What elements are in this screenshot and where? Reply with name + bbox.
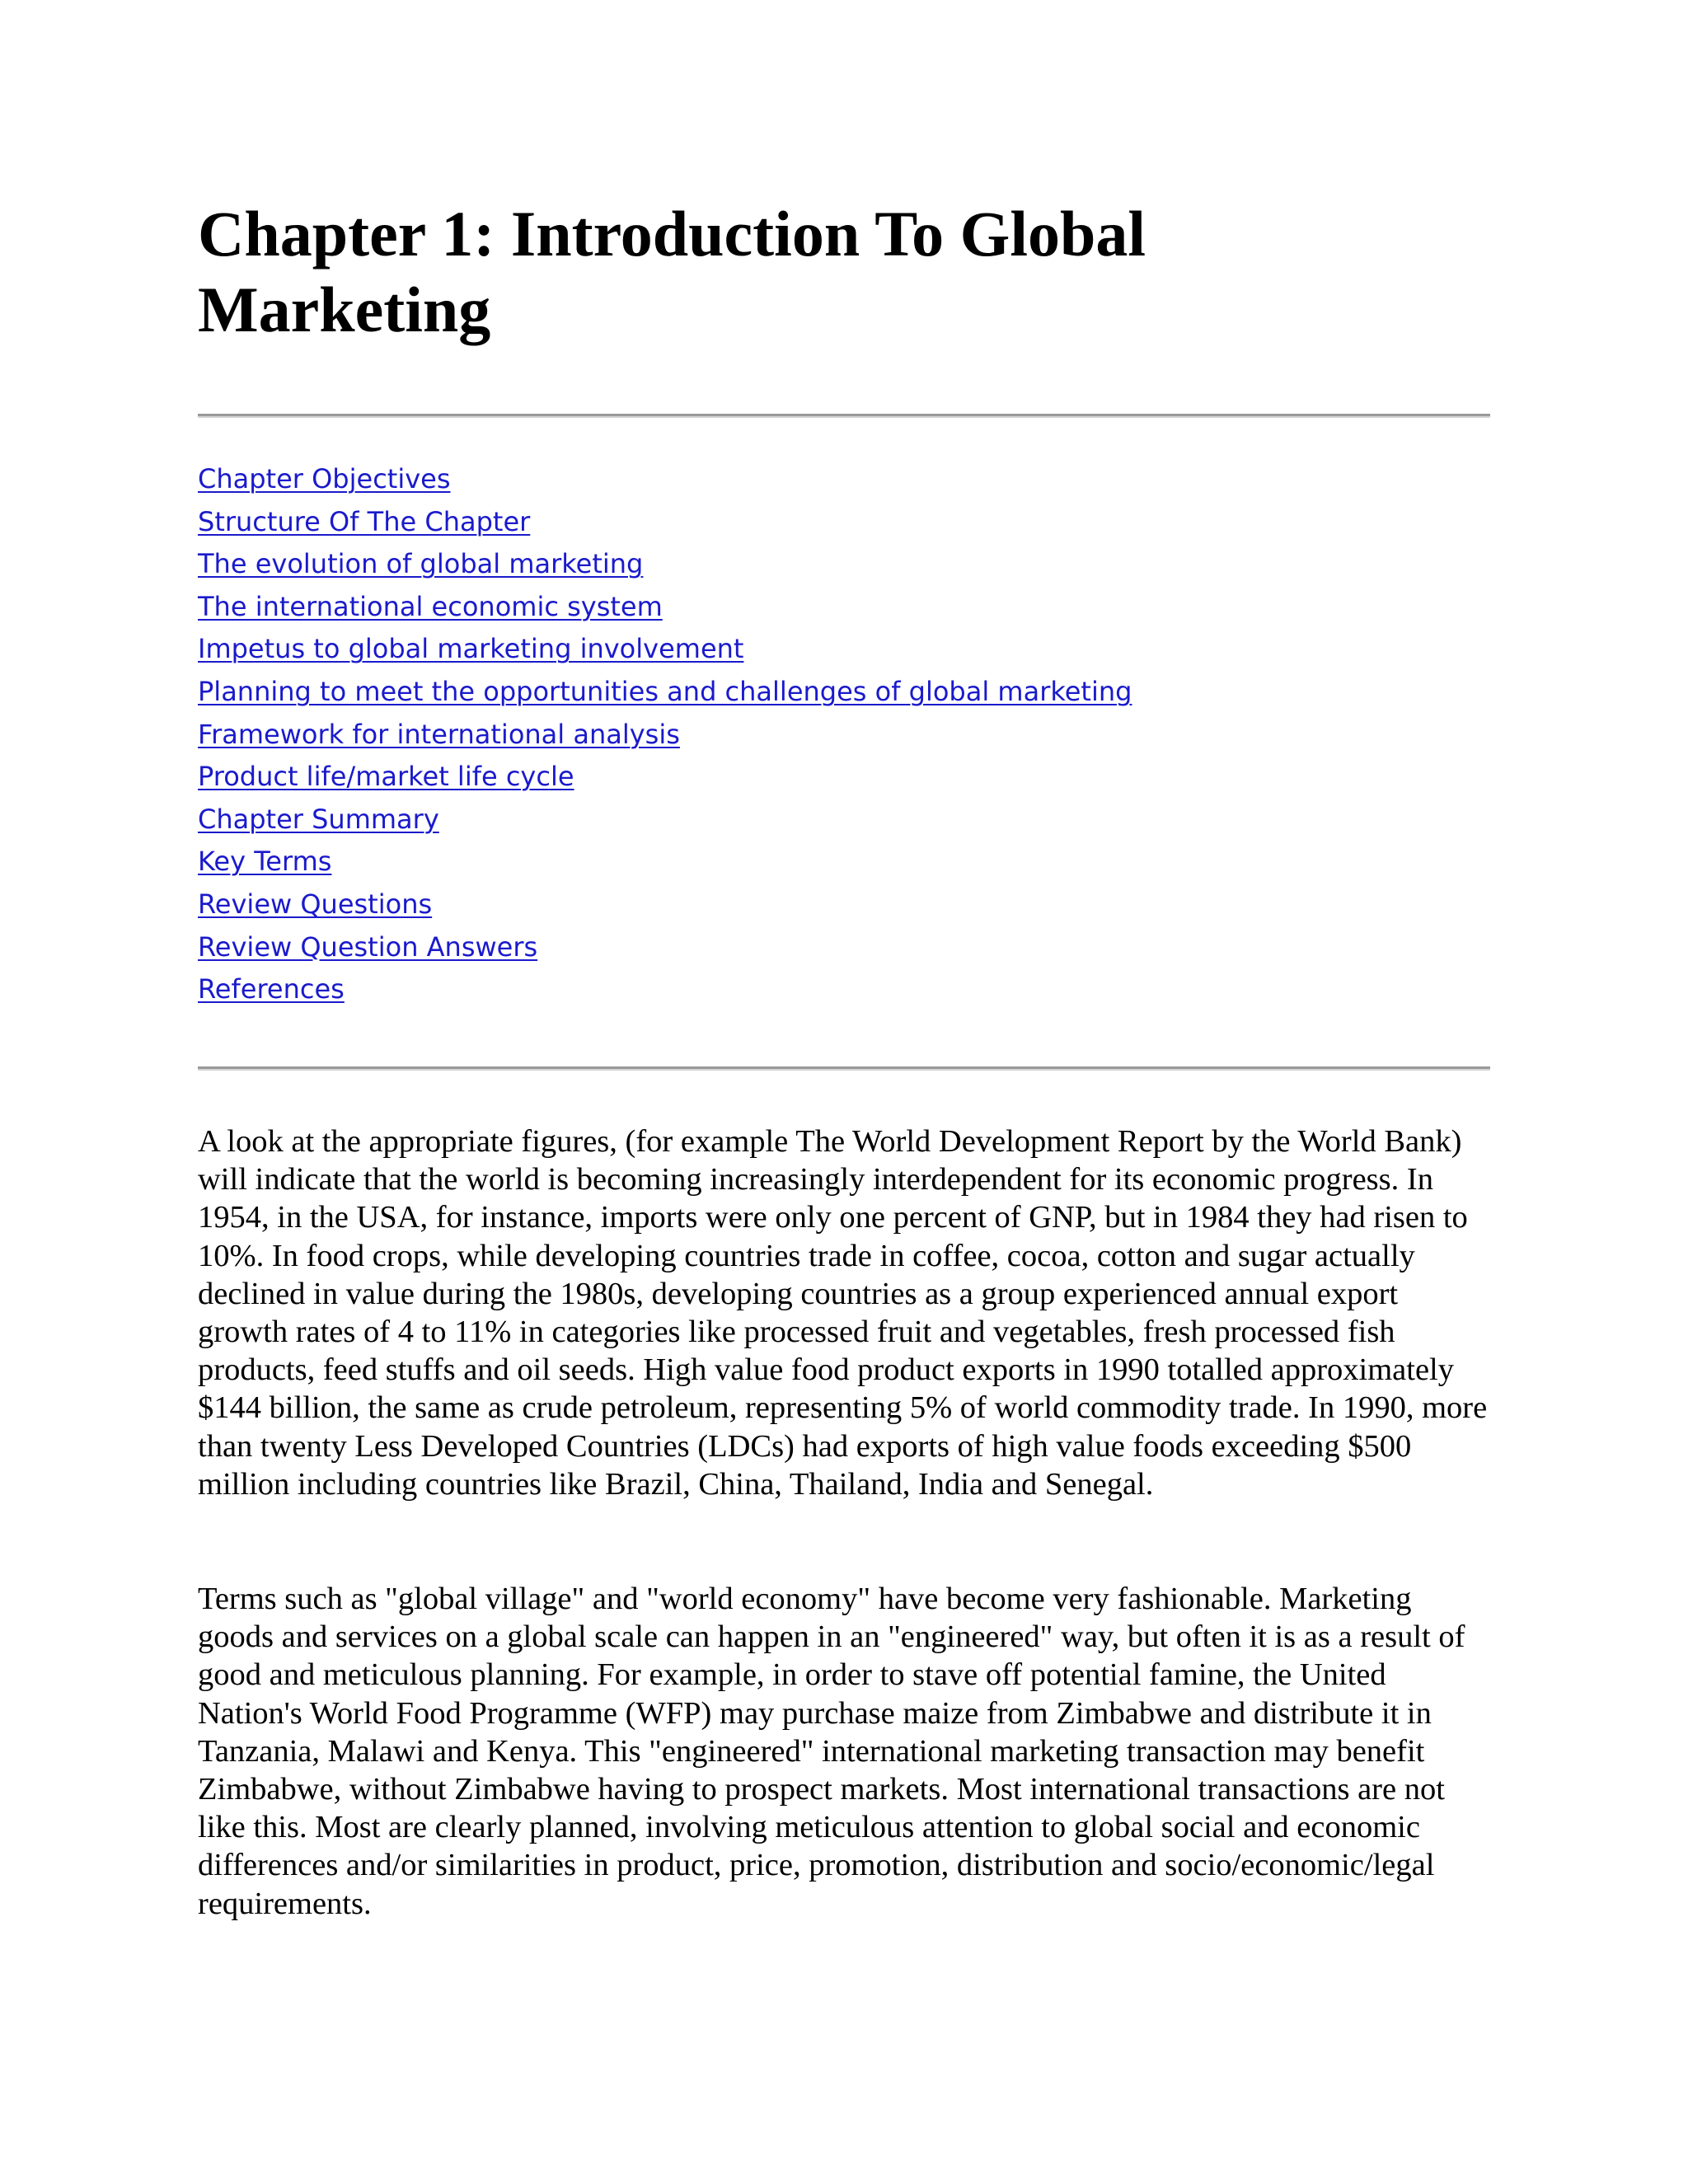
toc-item — [198, 968, 1132, 1011]
toc-link-review-question-answers[interactable]: Review Question Answers — [198, 930, 538, 963]
toc-item — [198, 799, 1132, 841]
toc-item — [198, 671, 1132, 714]
toc-item — [198, 883, 1132, 926]
toc-item — [198, 586, 1132, 629]
toc-item — [198, 458, 1132, 501]
toc-link-evolution-of-global-marketing[interactable]: The evolution of global marketing — [198, 548, 644, 580]
toc-item — [198, 543, 1132, 586]
toc-link-impetus-to-global-marketing[interactable]: Impetus to global marketing involvement — [198, 633, 744, 665]
toc-item — [198, 841, 1132, 883]
toc-link-key-terms[interactable]: Key Terms — [198, 846, 332, 878]
toc-link-structure-of-the-chapter[interactable]: Structure Of The Chapter — [198, 505, 531, 537]
toc-link-planning-opportunities-challenges[interactable]: Planning to meet the opportunities and challenges of global marketing — [198, 675, 1132, 707]
toc-link-chapter-summary[interactable]: Chapter Summary — [198, 803, 439, 835]
toc-link-framework-international-analysis[interactable]: Framework for international analysis — [198, 718, 680, 750]
toc-item — [198, 756, 1132, 799]
horizontal-rule — [198, 414, 1490, 418]
body-paragraph: A look at the appropriate figures, (for example The World Development Report by the World Bank) will indicate that the world is becoming increasingly interdependent for its economic progress. In 1954, in the USA, for instance, imports were only one percent of GNP, but in 1984 they had risen to 10%. In food crops, while developing countries trade in coffee, cocoa, cotton and sugar actually declined in value during the 1980s, developing countries as a group experienced annual export growth rates of 4 to 11% in categories like processed fruit and vegetables, fresh processed fish products, feed stuffs and oil seeds. High value food product exports in 1990 totalled approximately $144 billion, the same as crude petroleum, representing 5% of world commodity trade. In 1990, more than twenty Less Developed Countries (LDCs) had exports of high value foods exceeding $500 million including countries like Brazil, China, Thailand, India and Senegal. — [198, 1124, 1488, 1502]
toc-item — [198, 501, 1132, 544]
toc-link-international-economic-system[interactable]: The international economic system — [198, 590, 663, 622]
toc-item — [198, 926, 1132, 969]
body-paragraph: Terms such as "global village" and "world economy" have become very fashionable. Marketing goods and services on a global scale can happen in an "engineered" way, but often it is as a result of good and meticulous planning. For example, in order to stave off potential famine, the United Nation's World Food Programme (WFP) may purchase maize from Zimbabwe and distribute it in Tanzania, Malawi and Kenya. This "engineered" international marketing transaction may benefit Zimbabwe, without Zimbabwe having to prospect markets. Most international transactions are not like this. Most are clearly planned, involving meticulous attention to global social and economic differences and/or similarities in product, price, promotion, distribution and socio/economic/legal requirements. — [198, 1582, 1465, 1921]
toc-link-chapter-objectives[interactable]: Chapter Objectives — [198, 463, 451, 494]
horizontal-rule — [198, 1066, 1490, 1071]
toc-item — [198, 628, 1132, 671]
chapter-title: Chapter 1: Introduction To Global Marketing — [198, 198, 1146, 345]
toc-link-product-life-cycle[interactable]: Product life/market life cycle — [198, 761, 574, 793]
toc-link-review-questions[interactable]: Review Questions — [198, 888, 433, 920]
toc-item — [198, 714, 1132, 757]
table-of-contents — [198, 458, 1132, 1011]
toc-link-references[interactable]: References — [198, 973, 345, 1005]
